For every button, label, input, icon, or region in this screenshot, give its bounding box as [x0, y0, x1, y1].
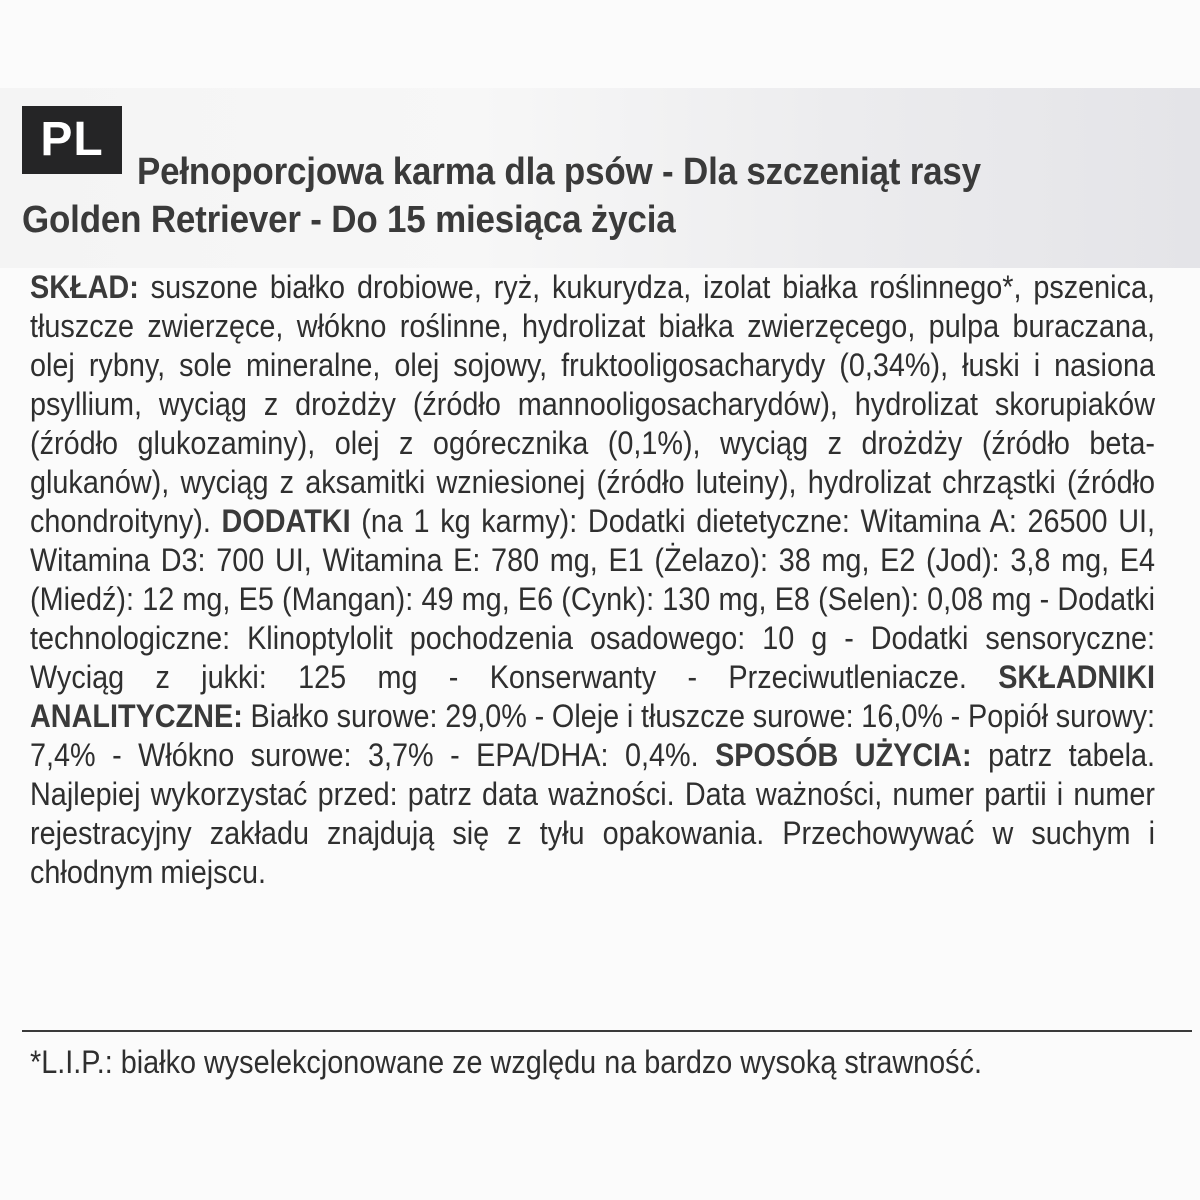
language-badge: PL — [22, 106, 122, 174]
usage-text: patrz tabela. Najlepiej wykorzystać przed: patrz data ważności. Data ważności, numer partii i numer rejestracyjny zakładu znajdują się z tyłu opakowania. Przechowywać w suchym i chłodnym miejscu. — [30, 737, 1156, 890]
label-body-text — [30, 268, 1155, 892]
usage-heading: SPOSÓB UŻYCIA: — [715, 737, 972, 773]
product-title: Pełnoporcjowa karma dla psów - Dla szczeniąt rasy Golden Retriever - Do 15 miesiąca życia — [22, 151, 981, 241]
footnote: *L.I.P.: białko wyselekcjonowane ze względu na bardzo wysoką strawność. — [30, 1044, 982, 1080]
footnote-divider — [22, 1030, 1192, 1032]
analytical-text: Białko surowe: 29,0% - Oleje i tłuszcze surowe: 16,0% - Popiół surowy: 7,4% - Włókno surowe: 3,7% - EPA/DHA: 0,4%. — [30, 698, 1155, 773]
additives-heading: DODATKI — [221, 503, 351, 539]
label-header — [22, 100, 1192, 266]
additives-text: (na 1 kg karmy): Dodatki dietetyczne: Witamina A: 26500 UI, Witamina D3: 700 UI, Witamina E: 780 mg, E1 (Żelazo): 38 mg, E2 (Jod): 3,8 mg, E4 (Miedź): 12 mg, E5 (Mangan): 49 mg, E6 (Cynk): 130 mg, E8 (Selen): 0,08 mg - Dodatki technologiczne: Klinoptylolit pochodzenia osadowego: 10 g - Dodatki sensoryczne: Wyciąg z jukki: 125 mg - Konserwanty - Przeciwutleniacze. — [30, 503, 1156, 695]
composition-heading: SKŁAD: — [30, 269, 139, 305]
composition-text: suszone białko drobiowe, ryż, kukurydza, izolat białka roślinnego*, pszenica, tłuszcze zwierzęce, włókno roślinne, hydrolizat białka zwierzęcego, pulpa buraczana, olej rybny, sole mineralne, olej sojowy, fruktooligosacharydy (0,34%), łuski i nasiona psyllium, wyciąg z drożdży (źródło mannooligosacharydów), hydrolizat skorupiaków (źródło glukozaminy), olej z ogórecznika (0,1%), wyciąg z drożdży (źródło beta-glukanów), wyciąg z aksamitki wzniesionej (źródło luteiny), hydrolizat chrząstki (źródło chondroityny). — [30, 269, 1156, 539]
analytical-heading: SKŁADNIKI ANALITYCZNE: — [30, 659, 1156, 734]
